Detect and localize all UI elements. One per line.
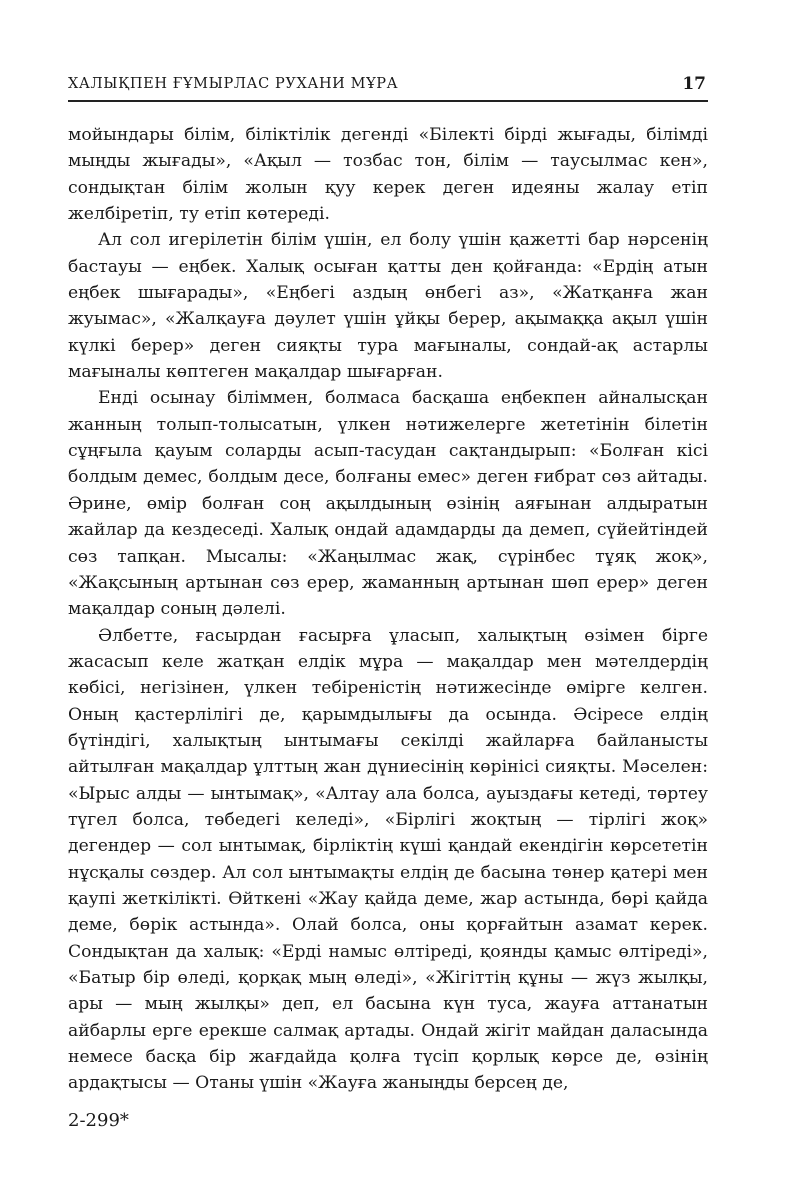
book-page — [68, 0, 708, 1202]
paragraph: мойындары білім, біліктілік дегенді «Білекті бірді жығады, білімді мыңды жығады», «Ақыл — тозбас тон, білім — таусылмас кен», сондықтан білім жолын қуу керек деген идеяны жалау етіп желбіретіп, ту етіп көтереді. — [68, 125, 708, 225]
printer-signature: 2-299* — [68, 1110, 129, 1131]
paragraph: Енді осынау біліммен, болмаса басқаша еңбекпен айналысқан жанның толып-толысатын, үлкен нәтижелерге жететінін білетін сұңғыла қауым соларды асып-тасудан сақтандырып: «Болған кісі болдым демес, болдым десе, болғаны емес» деген ғибрат сөз айтады. Әрине, өмір болған соң ақылдының өзінің аяғынан алдыратын жайлар да кездеседі. Халық ондай адамдарды да демеп, сүйейтіндей сөз тапқан. Мысалы: «Жаңылмас жақ, сүрінбес тұяқ жоқ», «Жақсының артынан сөз ерер, жаманның артынан шөп ерер» деген мақалдар соның дәлелі. — [68, 388, 708, 620]
page-number: 17 — [682, 74, 706, 94]
body-text — [68, 122, 708, 1097]
paragraph: Әлбетте, ғасырдан ғасырға ұласып, халықтың өзімен бірге жасасып келе жатқан елдік мұра — мақалдар мен мәтелдердің көбісі, негізінен, үлкен тебіреністің нәтижесінде өмірге келген. Оның қастерлілігі де, қарымдылығы да осында. Әсіресе елдің бүтіндігі, халықтың ынтымағы секілді жайларға байланысты айтылған мақалдар ұлттың жан дүниесінің көрінісі сияқты. Мәселен: «Ырыс алды — ынтымақ», «Алтау ала болса, ауыздағы кетеді, төртеу түгел болса, төбедегі келеді», «Бірлігі жоқтың — тірлігі жоқ» дегендер — сол ынтымақ, бірліктің күші қандай екендігін көрсететін нұсқалы сөздер. Ал сол ынтымақты елдің де басына төнер қатері мен қаупі жеткілікті. Өйткені «Жау қайда деме, жар астында, бөрі қайда деме, бөрік астында». Олай болса, оны қорғайтын азамат керек. Сондықтан да халық: «Ерді намыс өлтіреді, қоянды қамыс өлтіреді», «Батыр бір өледі, қорқақ мың өледі», «Жігіттің құны — жүз жылқы, ары — мың жылқы» деп, ел басына күн туса, жауға аттанатын айбарлы ерге ерекше салмақ артады. Ондай жігіт майдан даласында немесе басқа бір жағдайда қолға түсіп қорлық көрсе де, өзінің ардақтысы — Отаны үшін «Жауға жаныңды берсең де, — [68, 625, 708, 1094]
paragraph: Ал сол игерілетін білім үшін, ел болу үшін қажетті бар нәрсенің бастауы — еңбек. Халық осыған қатты ден қойғанда: «Ердің атын еңбек шығарады», «Еңбегі аздың өнбегі аз», «Жатқанға жан жуымас», «Жалқауға дәулет үшін ұйқы берер, ақымаққа ақыл үшін күлкі берер» деген сияқты тура мағыналы, сондай-ақ астарлы мағыналы көптеген мақалдар шығарған. — [68, 230, 708, 383]
running-title: ХАЛЫҚПЕН ҒҰМЫРЛАС РУХАНИ МҰРА — [68, 76, 399, 92]
running-header — [68, 74, 708, 102]
